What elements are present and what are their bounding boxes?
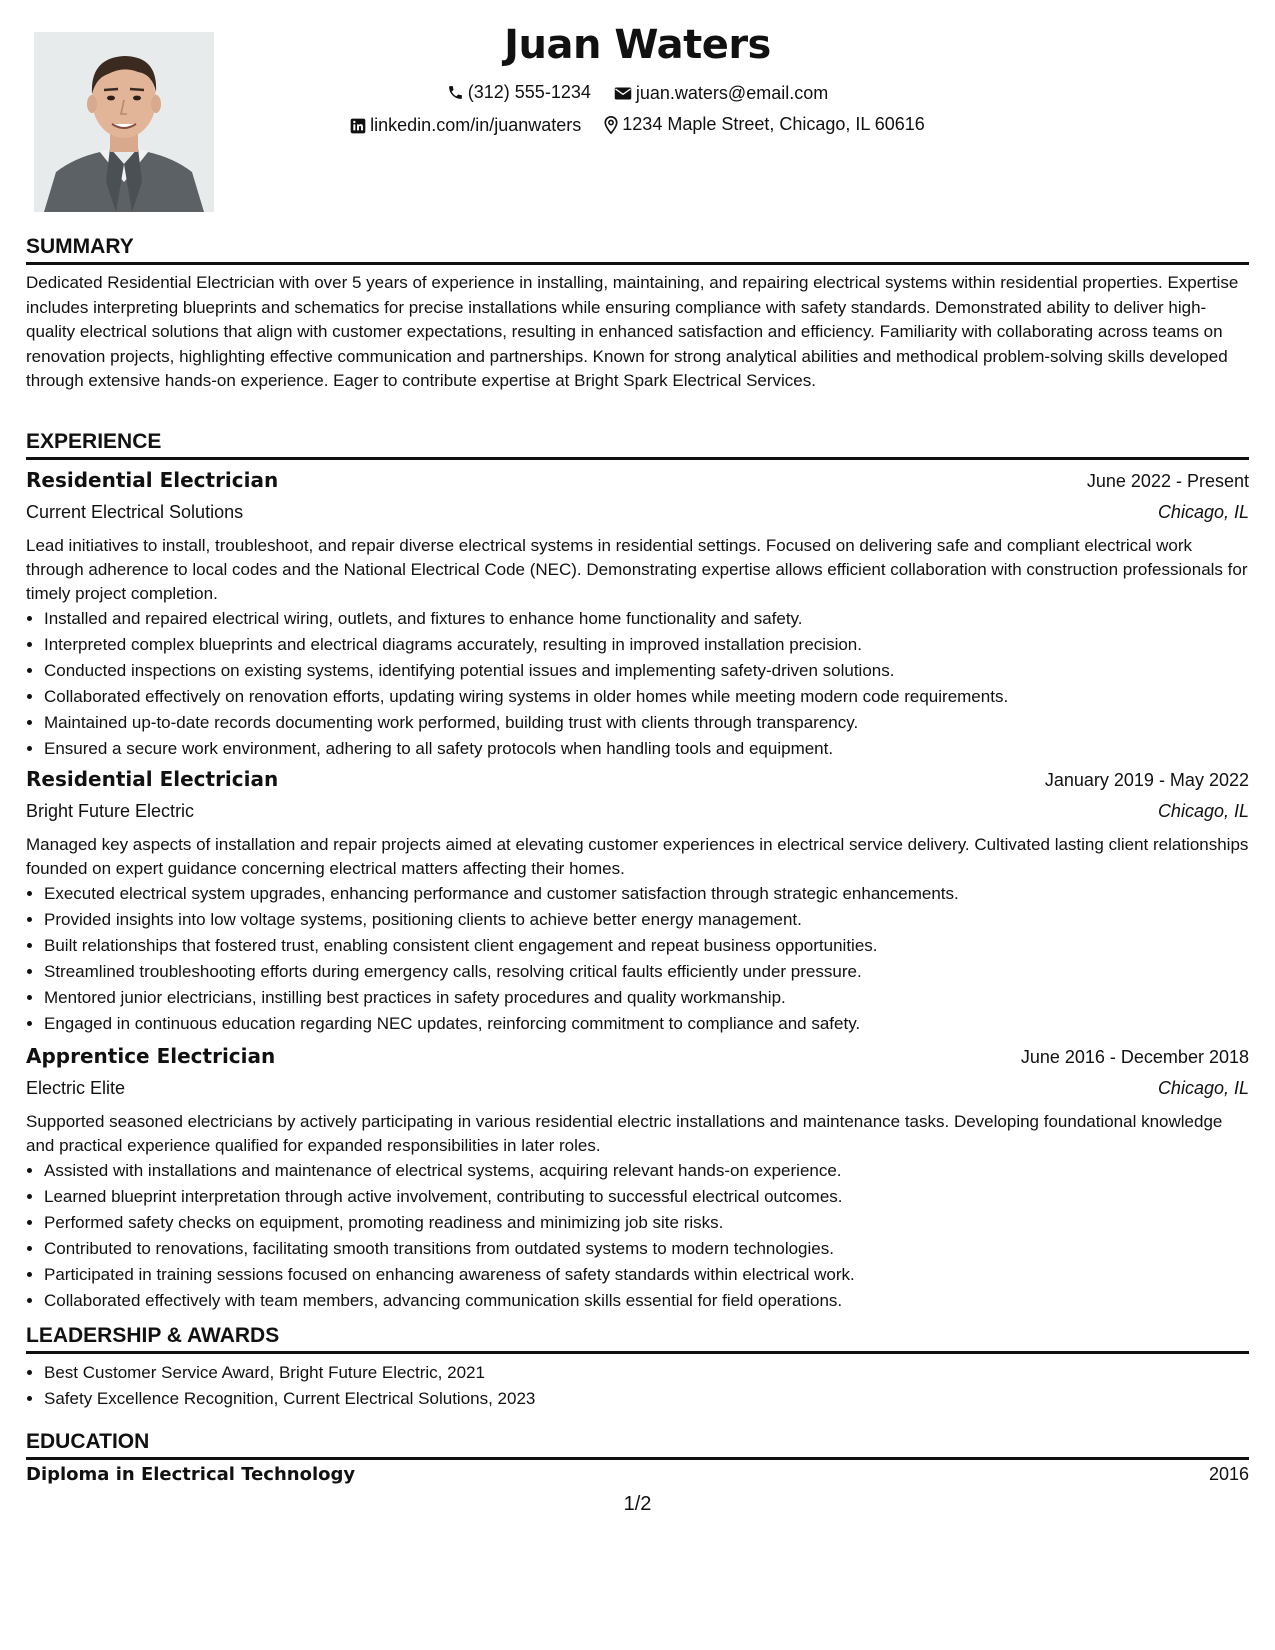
list-item: • Collaborated effectively with team members, advancing communication skills essential for field operations.: [44, 1288, 1249, 1314]
education-year: 2016: [1208, 1464, 1249, 1484]
list-item: • Contributed to renovations, facilitating smooth transitions from outdated systems to modern technologies.: [44, 1236, 1249, 1262]
job-company: Bright Future Electric: [26, 801, 195, 821]
contact-linkedin[interactable]: [350, 115, 581, 136]
contact-row-1: [26, 82, 1249, 106]
contact-email[interactable]: [614, 83, 828, 104]
list-item: • Mentored junior electricians, instilling best practices in safety procedures and quality workmanship.: [44, 985, 1249, 1011]
list-item: • Built relationships that fostered trust, enabling consistent client engagement and repeat business opportunities.: [44, 933, 1249, 959]
list-item: • Executed electrical system upgrades, enhancing performance and customer satisfaction through strategic enhancements.: [44, 881, 1249, 907]
list-item: • Participated in training sessions focused on enhancing awareness of safety standards within electrical work.: [44, 1262, 1249, 1288]
email-text[interactable]: juan.waters@email.com: [635, 83, 829, 103]
education-section: [26, 1429, 1249, 1485]
list-item: • Ensured a secure work environment, adhering to all safety protocols when handling tools and equipment.: [44, 736, 1249, 762]
job-bullets: [26, 1158, 1249, 1314]
list-item: • Collaborated effectively on renovation efforts, updating wiring systems in older homes while meeting modern code requirements.: [44, 684, 1249, 710]
list-item: • Performed safety checks on equipment, promoting readiness and minimizing job site risks.: [44, 1210, 1249, 1236]
contact-row-2: [26, 114, 1249, 139]
summary-text: Dedicated Residential Electrician with over 5 years of experience in installing, maintaining, and repairing electrical systems within residential properties. Expertise includes interpreting blueprints and schematics for precise installations while ensuring compliance with safety standards. Demonstrated ability to deliver high-quality electrical solutions that align with customer expectations, resulting in enhanced satisfaction and efficiency. Familiarity with collaborating across teams on renovation projects, highlighting effective communication and partnerships. Known for strong analytical abilities and methodical problem-solving skills developed through extensive hands-on experience. Eager to contribute expertise at Bright Spark Electrical Services.: [26, 273, 1239, 391]
list-item: • Installed and repaired electrical wiring, outlets, and fixtures to enhance home functionality and safety.: [44, 606, 1249, 632]
job-entry-1: [26, 465, 1249, 762]
job-bullets: [26, 881, 1249, 1037]
experience-section: [26, 429, 1249, 460]
section-title-education: EDUCATION: [26, 1429, 1249, 1460]
map-pin-icon: [604, 116, 618, 134]
candidate-name: Juan Waters: [504, 22, 771, 68]
job-company: Current Electrical Solutions: [26, 502, 244, 522]
list-item: • Safety Excellence Recognition, Current Electrical Solutions, 2023: [44, 1386, 1249, 1412]
job-title: Residential Electrician: [26, 468, 279, 492]
section-title-awards: LEADERSHIP & AWARDS: [26, 1323, 1249, 1354]
list-item: • Conducted inspections on existing systems, identifying potential issues and implementing safety-driven solutions.: [44, 658, 1249, 684]
job-company: Electric Elite: [26, 1078, 126, 1098]
envelope-icon: [614, 86, 632, 101]
section-title-experience: EXPERIENCE: [26, 429, 1249, 460]
job-location: Chicago, IL: [1157, 502, 1249, 522]
job-title: Residential Electrician: [26, 767, 279, 791]
job-dates: June 2016 - December 2018: [1020, 1047, 1249, 1067]
list-item: • Assisted with installations and maintenance of electrical systems, acquiring relevant hands-on experience.: [44, 1158, 1249, 1184]
linkedin-icon: [350, 118, 366, 134]
list-item: • Engaged in continuous education regarding NEC updates, reinforcing commitment to compliance and safety.: [44, 1011, 1249, 1037]
job-entry-2: [26, 764, 1249, 1037]
job-title: Apprentice Electrician: [26, 1044, 276, 1068]
awards-list: [26, 1360, 1249, 1412]
job-description: Lead initiatives to install, troubleshoot, and repair diverse electrical systems in residential settings. Focused on delivering safe and compliant electrical work through adherence to local codes and the National Electrical Code (NEC). Demonstrating expertise allows efficient collaboration with construction professionals for timely project completion.: [26, 536, 1248, 603]
job-location: Chicago, IL: [1157, 1078, 1249, 1098]
job-description: Managed key aspects of installation and repair projects aimed at elevating customer experiences in electrical service delivery. Cultivated lasting client relationships founded on expert guidance concerning electrical matters affecting their homes.: [26, 835, 1249, 878]
contact-address: [604, 114, 925, 135]
phone-icon: [447, 84, 464, 101]
address-text: 1234 Maple Street, Chicago, IL 60616: [622, 114, 925, 134]
job-entry-3: [26, 1041, 1249, 1314]
phone-text: (312) 555-1234: [467, 82, 591, 102]
list-item: • Learned blueprint interpretation through active involvement, contributing to successful electrical outcomes.: [44, 1184, 1249, 1210]
contact-phone: [447, 82, 591, 103]
education-degree: Diploma in Electrical Technology: [26, 1464, 356, 1485]
awards-section: [26, 1323, 1249, 1412]
job-location: Chicago, IL: [1157, 801, 1249, 821]
job-dates: June 2022 - Present: [1086, 471, 1249, 491]
job-description: Supported seasoned electricians by actively participating in various residential electric installations and maintenance tasks. Developing foundational knowledge and practical experience qualified for expanded responsibilities in later roles.: [26, 1112, 1223, 1155]
job-dates: January 2019 - May 2022: [1044, 770, 1249, 790]
job-bullets: [26, 606, 1249, 762]
list-item: • Streamlined troubleshooting efforts during emergency calls, resolving critical faults efficiently under pressure.: [44, 959, 1249, 985]
linkedin-text[interactable]: linkedin.com/in/juanwaters: [370, 115, 582, 135]
list-item: • Maintained up-to-date records documenting work performed, building trust with clients through transparency.: [44, 710, 1249, 736]
list-item: • Best Customer Service Award, Bright Future Electric, 2021: [44, 1360, 1249, 1386]
summary-section: [26, 234, 1249, 394]
list-item: • Interpreted complex blueprints and electrical diagrams accurately, resulting in improved installation precision.: [44, 632, 1249, 658]
section-title-summary: SUMMARY: [26, 234, 1249, 265]
page-number: 1/2: [623, 1493, 652, 1515]
list-item: • Provided insights into low voltage systems, positioning clients to achieve better energy management.: [44, 907, 1249, 933]
